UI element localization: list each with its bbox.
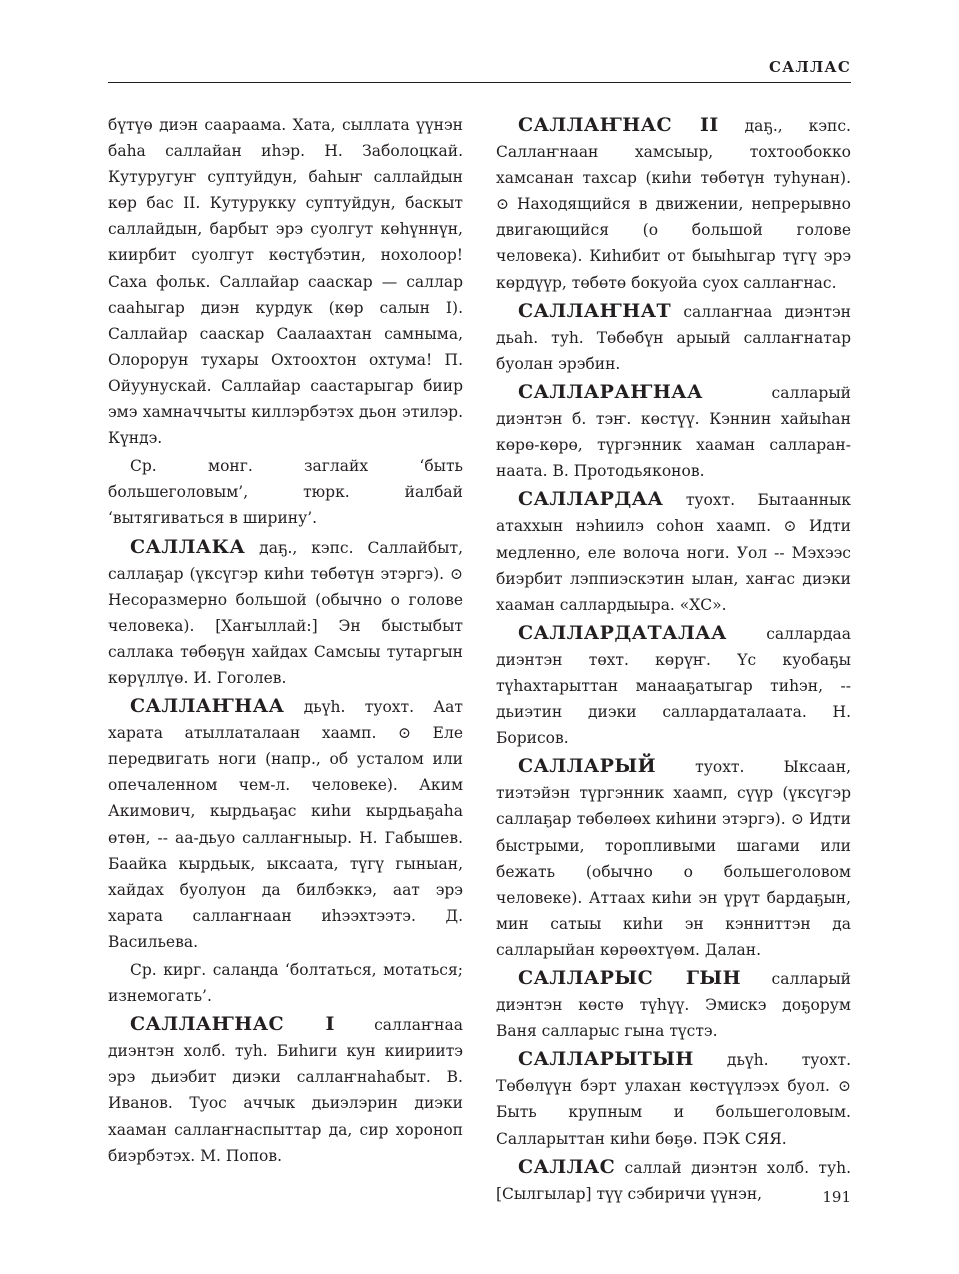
headword: САЛЛАРЫС ГЫН bbox=[518, 967, 741, 989]
entry-sallaryi: САЛЛАРЫЙ туохт. Ыксаан, тиэтэйэн түргэнник хаамп, сүүр (үксүгэр саллаҕар төбөлөөх киһини этэргэ). ⊙ Идти быстрыми, торопливыми шагами или бежать (обычно о большеголовом человеке). Аттаах киһи эн үрүт бардаҕын, мин сатыы киһи эн кэнниттэн да салларыйан көрөөхтүөм. Далан. bbox=[496, 755, 851, 959]
entry-sallarangnaa: САЛЛАРАҤНАА салларый диэнтэн б. тэҥ. көстүү. Кэннин хайыһан көрө-көрө, түргэнник хааман салларан-наата. В. Протодьяконов. bbox=[496, 380, 851, 481]
headword: САЛЛАРАҤНАА bbox=[518, 380, 703, 403]
etymology-note: Ср. монг. заглайх ‘быть большеголовым’, тюрк. йалбай ‘вытягиваться в ширину’. bbox=[108, 457, 463, 528]
page-number: 191 bbox=[822, 1188, 851, 1206]
headword: САЛЛАҤНАС I bbox=[130, 1013, 335, 1036]
etymology-note: Ср. кирг. салаңда ‘болтаться, мотаться; изнемогать’. bbox=[108, 961, 463, 1006]
headword: САЛЛАРДАА bbox=[518, 488, 664, 511]
entry-sallangnaa: САЛЛАҤНАА дьүһ. туохт. Аат харата атыллаталаан хаамп. ⊙ Еле передвигать ноги (напр., об усталом или опечаленном чем-л. человеке). Аким Акимович, кырдьаҕас киһи кырдьаҕаһа өтөн, -- аа-дьуо саллаҥныыр. Н. Габышев. Баайка кырдьык, ыксаата, түгү гыныан, хайдах буолуон да билбэккэ, аат эрэ харата саллаҥнаан иһээхтээтэ. Д. Васильева. bbox=[108, 695, 463, 951]
running-head bbox=[108, 52, 851, 83]
headword: САЛЛАҤНАС II bbox=[518, 114, 719, 136]
entry-continuation: бүтүө диэн саараама. Хата, сыллата үүнэн баһа саллайан иһэр. Н. Заболоцкай. Кутуругуҥ суптуйдун, баһыҥ саллайдын көр бас II. Кутурукку суптуйдун, баскыт саллайдын, барбыт эрэ суолгут көһүннүн, киирбит суолгут көстүбэтин, нохолоор! Саха фольк. Саллайар сааскар — саллар сааһыгар диэн курдук (көр салын I). Саллайар сааскар Саалаахтан самныма, Олорорун тухары Охтоохтон охтума! П. Ойуунускай. Саллайар саастарыгар биир эмэ хамначчыты киллэрбэтэх дьон этилэр. Күндэ. bbox=[108, 116, 463, 448]
running-head-title: САЛЛАС bbox=[768, 58, 851, 76]
entry-sallardaa: САЛЛАРДАА туохт. Бытааннык атаххын нэһиилэ соһон хаамп. ⊙ Идти медленно, еле волоча ноги. Уол -- Мэхээс биэрбит лэппиэскэтин ылан, хаҥас диэки хааман саллардыыра. «ХС». bbox=[496, 488, 851, 614]
left-column bbox=[108, 112, 463, 1171]
entry-sallangnas-2: САЛЛАҤНАС II даҕ., кэпс. Саллаҥнаан хамсыыр, тохтообокко хамсанан тахсар (киһи төбөтүн туһунан). ⊙ Находящийся в движении, непрерывно двигающийся (о большой голове человека). Киһибит от быыһыгар түгү эрэ көрдүүр, төбөтө бокуойа суох саллаҥнас. bbox=[496, 114, 851, 292]
entry-sallarys-gyn: САЛЛАРЫС ГЫН салларый диэнтэн көстө түһүү. Эмискэ доҕорум Ваня салларыс гына түстэ. bbox=[496, 967, 852, 1041]
entry-sallaka: САЛЛАКА даҕ., кэпс. Саллайбыт, саллаҕар (үксүгэр киһи төбөтүн этэргэ). ⊙ Несоразмерно большой (обычно о голове человека). [Хаҥыллай:] Эн быстыбыт саллака төбөҕүн хайдах Самсыы тутаргын көрүллүө. И. Гоголев. bbox=[108, 535, 463, 687]
headword: САЛЛАС bbox=[518, 1155, 616, 1178]
right-column bbox=[496, 112, 851, 1209]
entry-sallangnat: САЛЛАҤНАТ саллаҥнаа диэнтэн дьаһ. туһ. Төбөбүн арыый саллаҥнатар буолан эрэбин. bbox=[496, 299, 851, 373]
entry-sallardatalaa: САЛЛАРДАТАЛАА саллардаа диэнтэн төхт. көрүҥ. Үс куобаҕы түһахтарыттан манааҕатыгар тиһэн, -- дьиэтин диэки саллардаталаата. Н. Борисов. bbox=[496, 621, 851, 748]
headword: САЛЛАҤНАА bbox=[130, 695, 285, 718]
headword: САЛЛАҤНАТ bbox=[518, 299, 672, 322]
entry-sallangnas-1: САЛЛАҤНАС I саллаҥнаа диэнтэн холб. туһ. Биһиги кун киириитэ эрэ дьиэбит диэки саллаҥнаһабыт. В. Иванов. Туос аччык дьиэлэрин диэки хааман саллаҥнаспыттар да, сир хороноп биэрбэтэх. М. Попов. bbox=[108, 1013, 463, 1165]
headword: САЛЛАРДАТАЛАА bbox=[518, 621, 727, 644]
entry-sallarytyn: САЛЛАРЫТЫН дьүһ. туохт. Төбөлүүн бэрт улахан көстүүлээх буол. ⊙ Быть крупным и большеголовым. Салларыттан киһи бөҕө. ПЭК СЯЯ. bbox=[496, 1048, 851, 1148]
headword: САЛЛАРЫТЫН bbox=[518, 1048, 694, 1071]
headword: САЛЛАКА bbox=[130, 535, 246, 558]
entry-sallas: САЛЛАС саллай диэнтэн холб. туһ. [Сылгылар] түү сэбиричи үүнэн, bbox=[496, 1155, 851, 1203]
headword: САЛЛАРЫЙ bbox=[518, 755, 656, 778]
